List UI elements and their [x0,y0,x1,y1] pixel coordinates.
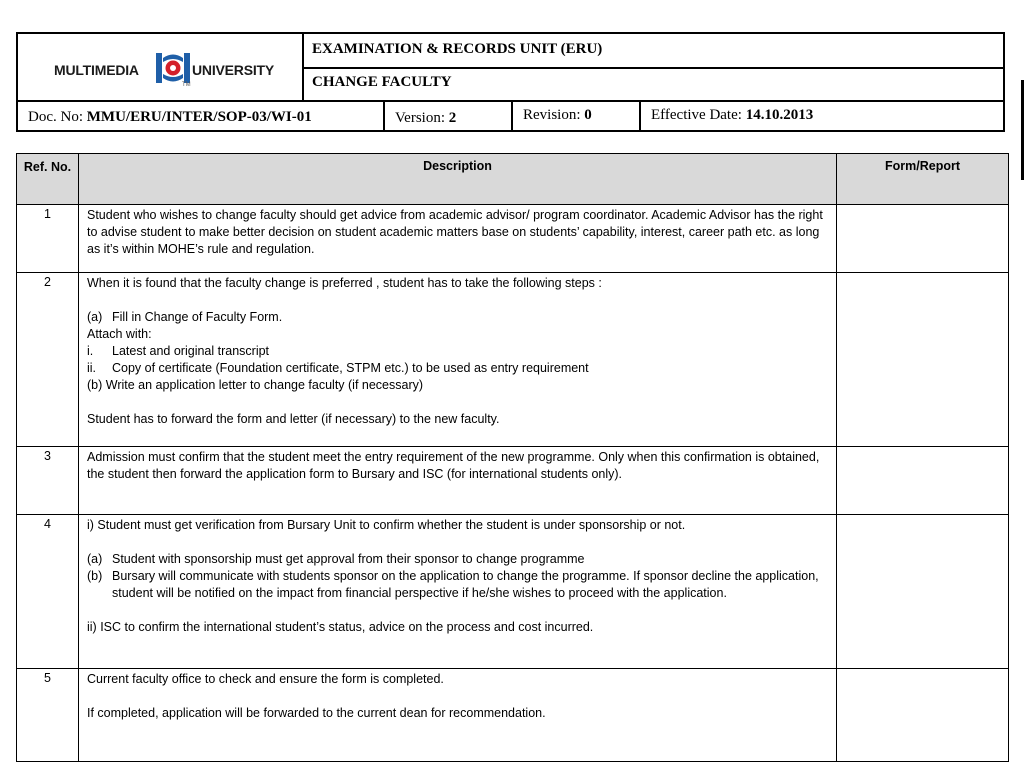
list-marker: i. [87,344,94,358]
list-marker: ii. [87,361,97,375]
list-item-text: Fill in Change of Faculty Form. [112,310,283,324]
description-paragraph: If completed, application will be forwarded to the current dean for recommendation. [87,706,546,720]
row-form-report [837,447,1009,515]
description-paragraph: Student who wishes to change faculty should get advice from academic advisor/ program coordinator. Academic Advisor has the right to advise student to make better decision on student academic matters base on students’ capability, interest, career path etc. as long as it’s within MOHE’s rule and regulation. [87,208,823,256]
effective-date-cell [641,102,1003,132]
row-description [79,447,837,515]
description-paragraph: Attach with: [87,327,152,341]
description-paragraph: Student has to forward the form and letter (if necessary) to the new faculty. [87,412,500,426]
row-description [79,273,837,447]
unit-cell [302,34,1003,69]
document-title: CHANGE FACULTY [312,74,452,90]
description-paragraph: i) Student must get verification from Bursary Unit to confirm whether the student is under sponsorship or not. [87,518,686,532]
effective-date-label: Effective Date: [651,107,742,123]
table-row [17,447,1009,515]
version-cell [385,102,513,132]
unit-name: EXAMINATION & RECORDS UNIT (ERU) [312,41,603,57]
university-emblem-icon [155,50,191,86]
column-header-ref: Ref. No. [17,154,79,205]
list-item [87,568,828,602]
row-form-report [837,205,1009,273]
table-header-row [17,154,1009,205]
row-form-report [837,273,1009,447]
logo-word-right: UNIVERSITY [192,62,275,78]
title-cell [302,67,1003,100]
university-logo [54,48,274,88]
document-meta-row [18,100,1003,132]
list-item-text: Bursary will communicate with students sponsor on the application to change the programme. If sponsor decline the application, student will be notified on the impact from financial perspective if he/she wishes to proceed with the application. [112,569,819,600]
doc-number-cell [18,102,385,132]
row-form-report [837,669,1009,762]
table-row [17,273,1009,447]
column-header-description: Description [79,154,837,205]
description-paragraph: Admission must confirm that the student meet the entry requirement of the new programme. Only when this confirmation is obtained, the student then forward the application form to Bursary and ISC (for international students only). [87,450,820,481]
list-item [87,551,828,568]
logo-trademark: TM [182,82,191,88]
logo-cell [18,34,304,100]
list-item [87,343,828,360]
list-marker: (b) [87,569,103,583]
row-ref: 3 [17,447,79,515]
row-description [79,515,837,669]
list-item-text: Student with sponsorship must get approval from their sponsor to change programme [112,552,585,566]
procedure-table [16,153,1009,762]
version-label: Version: [395,110,445,126]
row-form-report [837,515,1009,669]
list-marker: (a) [87,552,103,566]
row-ref: 1 [17,205,79,273]
doc-number-value: MMU/ERU/INTER/SOP-03/WI-01 [86,109,312,125]
document-header [16,32,1005,132]
revision-cell [513,102,641,132]
effective-date-value: 14.10.2013 [745,107,814,123]
version-value: 2 [448,110,457,126]
table-row [17,205,1009,273]
row-ref: 2 [17,273,79,447]
list-item [87,360,828,377]
doc-number-label: Doc. No: [28,109,83,125]
description-paragraph: (b) Write an application letter to change faculty (if necessary) [87,378,424,392]
revision-label: Revision: [523,107,581,123]
column-header-form-report: Form/Report [837,154,1009,205]
revision-value: 0 [584,107,592,123]
logo-word-left: MULTIMEDIA [54,62,139,78]
row-description [79,669,837,762]
row-description [79,205,837,273]
list-item-text: Latest and original transcript [112,344,270,358]
description-paragraph: Current faculty office to check and ensure the form is completed. [87,672,444,686]
list-marker: (a) [87,310,103,324]
description-paragraph: ii) ISC to confirm the international student’s status, advice on the process and cost incurred. [87,620,594,634]
list-item [87,309,828,326]
table-row [17,669,1009,762]
row-ref: 4 [17,515,79,669]
table-row [17,515,1009,669]
row-ref: 5 [17,669,79,762]
list-item-text: Copy of certificate (Foundation certificate, STPM etc.) to be used as entry requirement [112,361,589,375]
description-paragraph: When it is found that the faculty change is preferred , student has to take the following steps : [87,276,602,290]
